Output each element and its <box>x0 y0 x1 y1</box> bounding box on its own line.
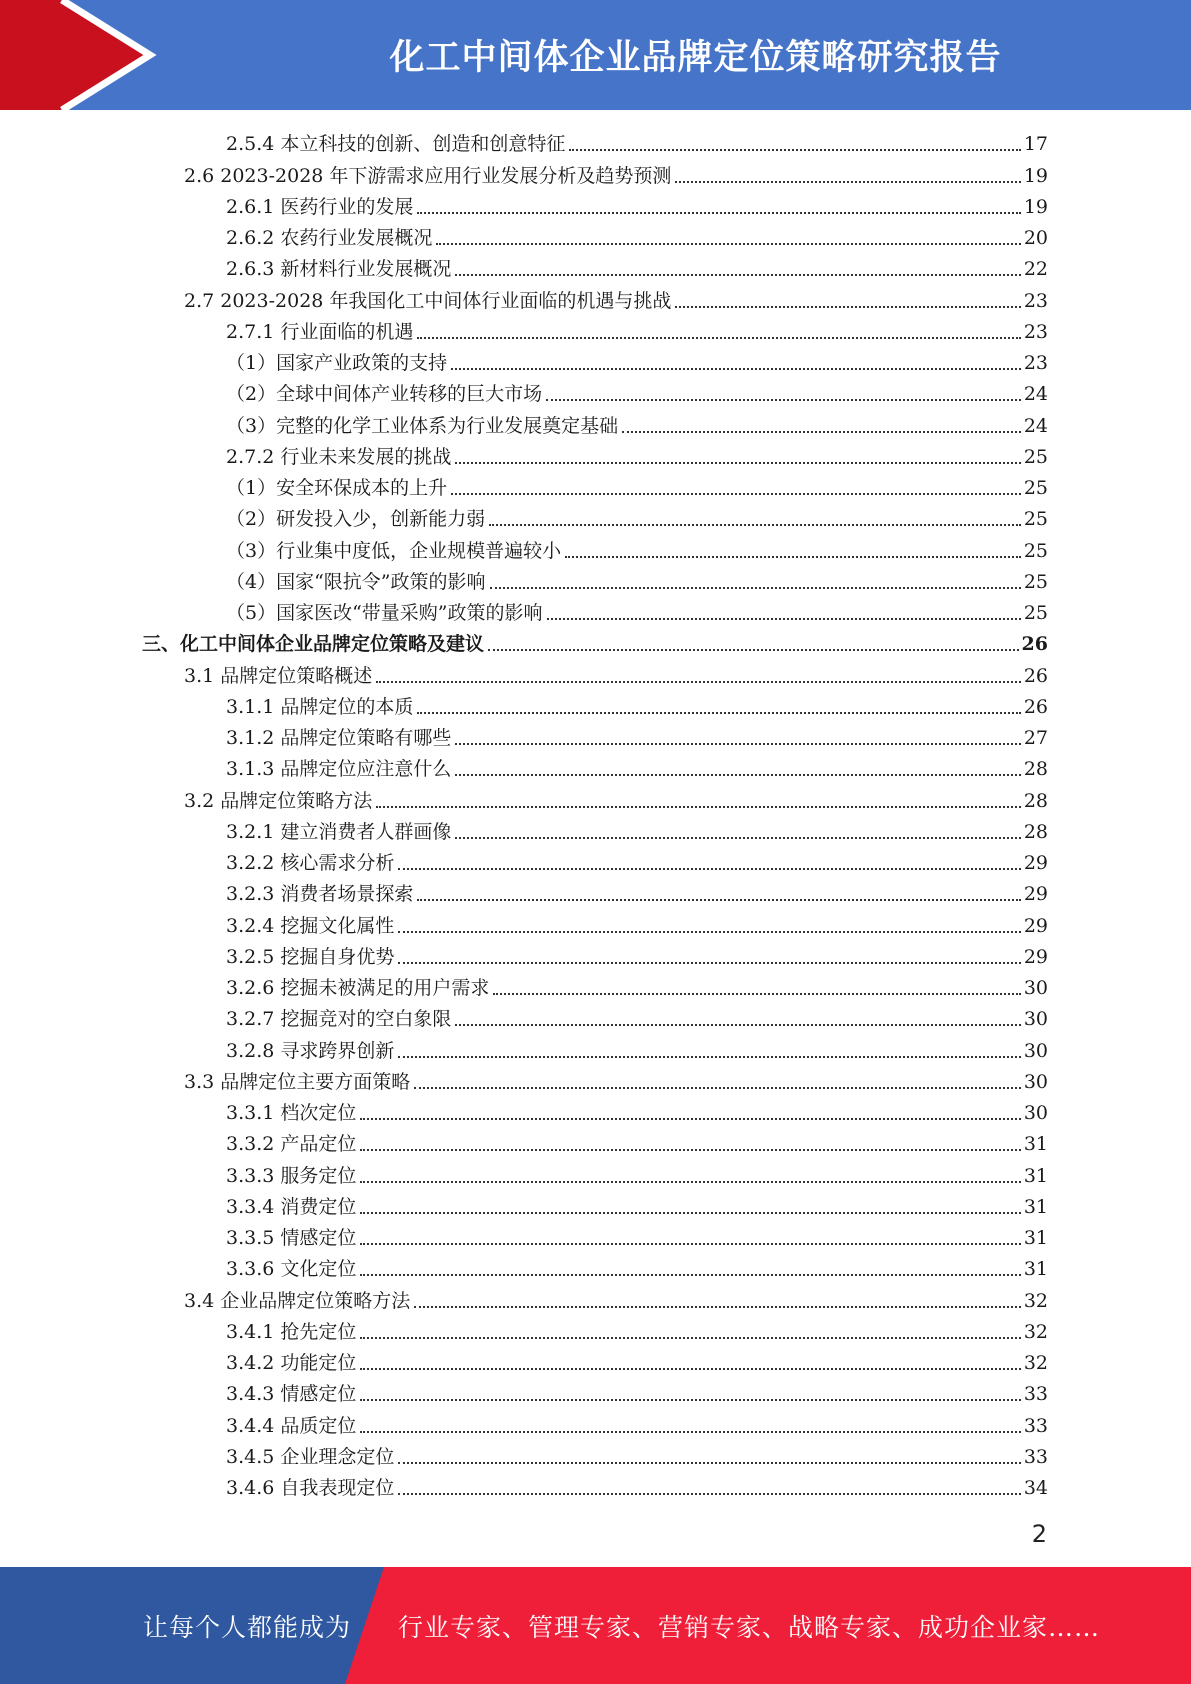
toc-leader-dots <box>360 1274 1020 1276</box>
toc-entry-label: 3.3.4 消费定位 <box>226 1195 357 1218</box>
toc-entry-label: （1）国家产业政策的支持 <box>226 352 448 374</box>
toc-entry-label: 3.2.3 消费者场景探索 <box>226 883 414 906</box>
toc-leader-dots <box>360 1212 1020 1214</box>
toc-entry[interactable] <box>142 1127 1048 1158</box>
toc-entry[interactable] <box>142 315 1048 346</box>
toc-entry-label: 3.4.6 自我表现定位 <box>226 1477 395 1499</box>
toc-entry-label: （5）国家医改“带量采购”政策的影响 <box>226 602 543 624</box>
toc-leader-dots <box>622 431 1021 433</box>
toc-entry-page: 26 <box>1023 695 1048 718</box>
toc-entry-page: 32 <box>1023 1320 1048 1343</box>
toc-entry-page: 23 <box>1023 352 1048 374</box>
toc-leader-dots <box>489 524 1021 526</box>
toc-leader-dots <box>417 712 1020 714</box>
toc-entry-label: 2.7.2 行业未来发展的挑战 <box>226 445 452 468</box>
toc-entry[interactable] <box>142 408 1048 439</box>
toc-entry-label: 3.1.2 品牌定位策略有哪些 <box>226 727 452 749</box>
toc-entry-page: 28 <box>1023 820 1048 843</box>
toc-entry-label: 3.4.1 抢先定位 <box>226 1320 357 1343</box>
toc-entry[interactable] <box>142 1033 1048 1064</box>
toc-entry-page: 32 <box>1023 1352 1048 1374</box>
toc-entry[interactable] <box>142 1158 1048 1189</box>
toc-entry-page: 31 <box>1023 1164 1048 1187</box>
toc-entry[interactable] <box>142 1096 1048 1127</box>
toc-entry-page: 23 <box>1023 320 1048 343</box>
toc-entry-page: 17 <box>1023 133 1048 156</box>
toc-leader-dots <box>547 618 1021 620</box>
toc-entry[interactable] <box>142 596 1048 627</box>
toc-leader-dots <box>398 1462 1020 1464</box>
toc-entry[interactable] <box>142 440 1048 471</box>
toc-entry[interactable] <box>142 815 1048 846</box>
toc-entry-page: 25 <box>1023 570 1048 593</box>
toc-entry[interactable] <box>142 471 1048 502</box>
toc-leader-dots <box>417 899 1020 901</box>
footer-slogan-left: 让每个人都能成为 <box>143 1612 352 1642</box>
toc-entry[interactable] <box>142 1377 1048 1408</box>
toc-entry[interactable] <box>142 1002 1048 1033</box>
toc-entry[interactable] <box>142 1346 1048 1377</box>
toc-entry-label: 3.1 品牌定位策略概述 <box>184 664 373 687</box>
table-of-contents <box>142 127 1048 1502</box>
toc-entry-label: 3.4.2 功能定位 <box>226 1352 357 1374</box>
toc-entry-label: （2）研发投入少，创新能力弱 <box>226 508 486 531</box>
toc-entry[interactable] <box>142 565 1048 596</box>
toc-entry-page: 26 <box>1021 633 1048 656</box>
toc-entry-label: 3.1.3 品牌定位应注意什么 <box>226 758 452 781</box>
toc-leader-dots <box>455 1024 1020 1026</box>
toc-entry-label: 2.6.2 农药行业发展概况 <box>226 227 433 249</box>
toc-leader-dots <box>455 274 1020 276</box>
toc-leader-dots <box>451 493 1021 495</box>
toc-leader-dots <box>398 962 1020 964</box>
toc-entry-page: 33 <box>1023 1414 1048 1437</box>
toc-entry-label: 3.2.8 寻求跨界创新 <box>226 1039 395 1062</box>
toc-entry-page: 25 <box>1023 539 1048 562</box>
toc-entry-page: 19 <box>1023 164 1048 187</box>
toc-entry-label: 2.5.4 本立科技的创新、创造和创意特征 <box>226 133 566 156</box>
toc-entry[interactable] <box>142 502 1048 533</box>
toc-entry[interactable] <box>142 721 1048 752</box>
toc-leader-dots <box>376 681 1021 683</box>
toc-entry-page: 31 <box>1023 1258 1048 1281</box>
toc-entry-page: 28 <box>1023 789 1048 812</box>
toc-entry-page: 31 <box>1023 1195 1048 1218</box>
toc-entry-page: 29 <box>1023 914 1048 937</box>
toc-leader-dots <box>360 1243 1020 1245</box>
toc-entry-page: 33 <box>1023 1445 1048 1468</box>
toc-entry-label: 3.2.2 核心需求分析 <box>226 852 395 874</box>
toc-entry-page: 27 <box>1023 727 1048 749</box>
toc-entry-page: 28 <box>1023 758 1048 781</box>
toc-entry-label: （2）全球中间体产业转移的巨大市场 <box>226 383 543 406</box>
toc-leader-dots <box>493 993 1020 995</box>
toc-leader-dots <box>455 462 1020 464</box>
toc-entry[interactable] <box>142 252 1048 283</box>
toc-entry-label: 3.3 品牌定位主要方面策略 <box>184 1070 411 1093</box>
toc-leader-dots <box>398 931 1020 933</box>
toc-entry-label: 三、化工中间体企业品牌定位策略及建议 <box>142 633 485 656</box>
toc-leader-dots <box>675 181 1020 183</box>
toc-entry[interactable] <box>142 1065 1048 1096</box>
toc-entry-label: （1）安全环保成本的上升 <box>226 477 448 499</box>
toc-entry[interactable] <box>142 1471 1048 1502</box>
toc-entry-label: 3.2 品牌定位策略方法 <box>184 789 373 812</box>
toc-entry-label: 2.6 2023-2028 年下游需求应用行业发展分析及趋势预测 <box>184 164 672 187</box>
toc-leader-dots <box>565 556 1021 558</box>
toc-leader-dots <box>360 1149 1020 1151</box>
toc-entry[interactable] <box>142 1408 1048 1439</box>
toc-entry[interactable] <box>142 377 1048 408</box>
toc-entry[interactable] <box>142 1315 1048 1346</box>
toc-leader-dots <box>360 1368 1020 1370</box>
toc-leader-dots <box>675 306 1020 308</box>
toc-entry-label: 3.4.4 品质定位 <box>226 1414 357 1437</box>
toc-entry-label: （4）国家“限抗令”政策的影响 <box>226 570 486 593</box>
toc-entry-label: 3.2.4 挖掘文化属性 <box>226 914 395 937</box>
toc-entry-page: 22 <box>1023 258 1048 281</box>
toc-leader-dots <box>360 1181 1020 1183</box>
toc-entry-page: 30 <box>1023 977 1048 999</box>
toc-entry[interactable] <box>142 533 1048 564</box>
toc-entry-page: 34 <box>1023 1477 1048 1499</box>
toc-entry-label: 3.2.1 建立消费者人群画像 <box>226 820 452 843</box>
toc-entry-label: 3.1.1 品牌定位的本质 <box>226 695 414 718</box>
toc-leader-dots <box>490 587 1021 589</box>
toc-entry[interactable] <box>142 1221 1048 1252</box>
toc-entry-page: 30 <box>1023 1070 1048 1093</box>
toc-entry-label: （3）行业集中度低，企业规模普遍较小 <box>226 539 562 562</box>
toc-entry-page: 25 <box>1023 602 1048 624</box>
toc-entry-page: 24 <box>1023 383 1048 406</box>
toc-entry-page: 24 <box>1023 414 1048 437</box>
toc-entry-label: 3.3.1 档次定位 <box>226 1102 357 1124</box>
toc-entry-page: 30 <box>1023 1008 1048 1031</box>
toc-leader-dots <box>546 399 1021 401</box>
toc-entry[interactable] <box>142 752 1048 783</box>
toc-entry-label: 3.3.2 产品定位 <box>226 1133 357 1156</box>
toc-entry-page: 19 <box>1023 195 1048 218</box>
toc-entry-label: 3.2.6 挖掘未被满足的用户需求 <box>226 977 490 999</box>
toc-entry-page: 31 <box>1023 1227 1048 1249</box>
toc-entry[interactable] <box>142 877 1048 908</box>
toc-entry-page: 30 <box>1023 1102 1048 1124</box>
footer-slogan-right: 行业专家、管理专家、营销专家、战略专家、成功企业家…… <box>398 1612 1101 1642</box>
toc-entry-page: 25 <box>1023 508 1048 531</box>
toc-leader-dots <box>360 1337 1020 1339</box>
toc-entry-label: 2.7.1 行业面临的机遇 <box>226 320 414 343</box>
toc-entry[interactable] <box>142 127 1048 158</box>
toc-leader-dots <box>398 868 1020 870</box>
toc-entry[interactable] <box>142 940 1048 971</box>
toc-entry-page: 29 <box>1023 883 1048 906</box>
toc-entry-label: 3.2.7 挖掘竞对的空白象限 <box>226 1008 452 1031</box>
toc-entry-label: 3.4.3 情感定位 <box>226 1383 357 1406</box>
toc-entry-page: 33 <box>1023 1383 1048 1406</box>
toc-entry-page: 32 <box>1023 1289 1048 1312</box>
toc-leader-dots <box>360 1118 1020 1120</box>
toc-entry-label: 3.3.3 服务定位 <box>226 1164 357 1187</box>
toc-leader-dots <box>360 1431 1020 1433</box>
page-number: 2 <box>1031 1520 1047 1548</box>
toc-entry-label: 3.4.5 企业理念定位 <box>226 1445 395 1468</box>
toc-leader-dots <box>417 212 1020 214</box>
toc-entry-label: 3.2.5 挖掘自身优势 <box>226 945 395 968</box>
toc-leader-dots <box>569 149 1020 151</box>
toc-entry[interactable] <box>142 658 1048 689</box>
toc-entry-label: （3）完整的化学工业体系为行业发展奠定基础 <box>226 414 619 437</box>
toc-entry-page: 29 <box>1023 852 1048 874</box>
toc-entry-page: 23 <box>1023 289 1048 312</box>
toc-entry[interactable] <box>142 190 1048 221</box>
toc-leader-dots <box>360 1399 1020 1401</box>
toc-leader-dots <box>488 649 1019 651</box>
toc-leader-dots <box>455 743 1020 745</box>
toc-leader-dots <box>417 337 1020 339</box>
toc-entry-label: 2.6.1 医药行业的发展 <box>226 195 414 218</box>
toc-entry-page: 25 <box>1023 477 1048 499</box>
toc-leader-dots <box>455 837 1020 839</box>
toc-leader-dots <box>376 806 1021 808</box>
toc-entry[interactable] <box>142 346 1048 377</box>
toc-entry-page: 20 <box>1023 227 1048 249</box>
toc-entry[interactable] <box>142 971 1048 1002</box>
toc-entry[interactable] <box>142 627 1048 658</box>
toc-entry[interactable] <box>142 1440 1048 1471</box>
toc-entry[interactable] <box>142 908 1048 939</box>
toc-entry[interactable] <box>142 846 1048 877</box>
toc-leader-dots <box>398 1056 1020 1058</box>
toc-entry-page: 25 <box>1023 445 1048 468</box>
toc-entry[interactable] <box>142 283 1048 314</box>
header-arrow-icon <box>0 0 160 110</box>
toc-entry-label: 2.7 2023-2028 年我国化工中间体行业面临的机遇与挑战 <box>184 289 672 312</box>
toc-leader-dots <box>414 1087 1021 1089</box>
report-title: 化工中间体企业品牌定位策略研究报告 <box>389 38 1002 78</box>
toc-entry-page: 30 <box>1023 1039 1048 1062</box>
toc-entry-page: 26 <box>1023 664 1048 687</box>
page-footer <box>0 1567 1191 1684</box>
toc-entry-label: 3.3.6 文化定位 <box>226 1258 357 1281</box>
toc-entry-label: 3.3.5 情感定位 <box>226 1227 357 1249</box>
toc-entry[interactable] <box>142 158 1048 189</box>
toc-entry-page: 29 <box>1023 945 1048 968</box>
toc-leader-dots <box>455 774 1020 776</box>
toc-leader-dots <box>436 243 1020 245</box>
toc-entry-label: 2.6.3 新材料行业发展概况 <box>226 258 452 281</box>
toc-leader-dots <box>451 368 1021 370</box>
toc-leader-dots <box>414 1306 1021 1308</box>
toc-entry[interactable] <box>142 221 1048 252</box>
toc-entry[interactable] <box>142 1283 1048 1314</box>
toc-entry[interactable] <box>142 1252 1048 1283</box>
toc-leader-dots <box>398 1493 1020 1495</box>
toc-entry-page: 31 <box>1023 1133 1048 1156</box>
toc-entry[interactable] <box>142 690 1048 721</box>
toc-entry-label: 3.4 企业品牌定位策略方法 <box>184 1289 411 1312</box>
toc-entry[interactable] <box>142 1190 1048 1221</box>
page-header <box>0 0 1191 110</box>
toc-entry[interactable] <box>142 783 1048 814</box>
